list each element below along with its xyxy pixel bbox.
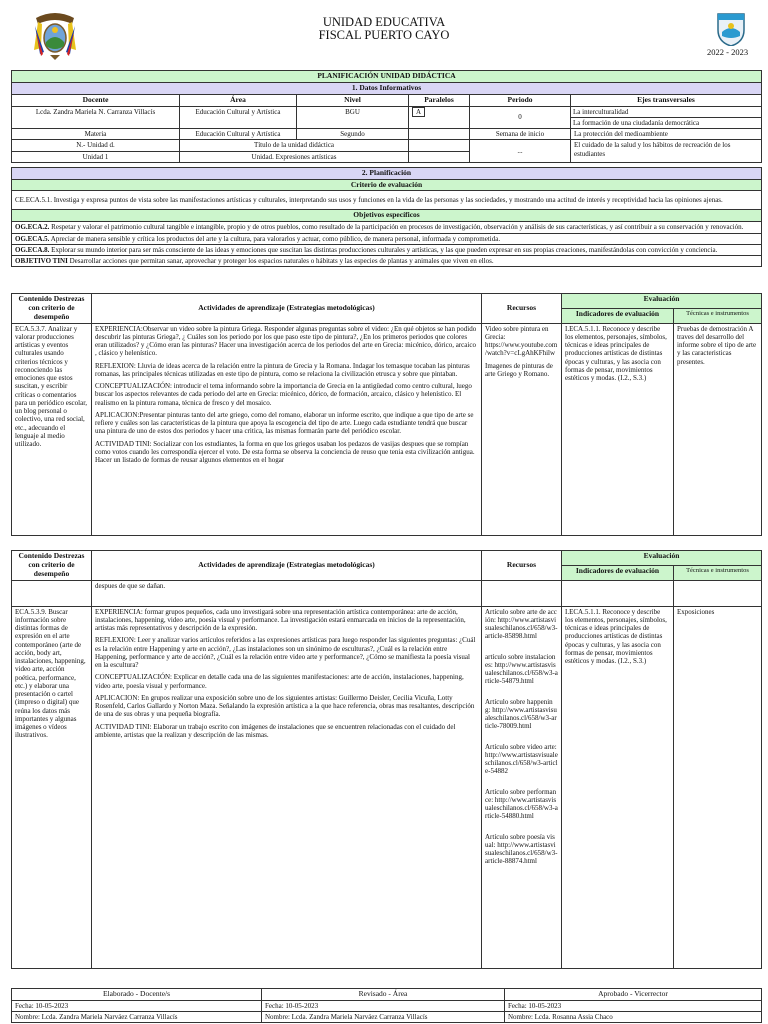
col-paralelos: Paralelos <box>409 94 470 106</box>
section-datos: 1. Datos Informativos <box>12 82 762 94</box>
activity-conceptualizacion: CONCEPTUALIZACIÓN: introducir el tema informando sobre la importancia de Grecia en la antigüedad como centro cultural, luego buscar los aspectos relevantes de cada periodo del arte en Grecia: micénico, dórico, de formación, arcaico, clásico y helenístico. El realismo en la pintura romana, técnica de fresco y del mosaico. <box>95 382 472 407</box>
objetivos-heading: Objetivos específicos <box>12 210 762 222</box>
activity-tini: ACTIVIDAD TINI: Socializar con los estudiantes, la forma en que los griegos usaban los pedazos de vasijas despues que se rompían como votos cuando les correspondía ejercer el voto. De esta forma se observa la conciencia de reuso que tenia esta civilización antigua. Hacer un listado de formas de reusar algunos elementos en el hogar <box>95 439 475 465</box>
school-name-line2: FISCAL PUERTO CAYO <box>318 28 450 42</box>
docente-value: Lcda. Zandra Mariela N. Carranza Villacís <box>12 106 180 129</box>
activities-table-page1 <box>11 293 762 536</box>
activity-reflexion: REFLEXION: Lluvia de ideas acerca de la relación entre la pintura de Grecia y la Romana. Indagar los temasque tocaban las pinturas romanas, las principales técnicas utilizadas en este tipo de pintura, como se relaciona la civilización etrusca y sobre que pintaban. <box>95 361 470 378</box>
col-recursos: Recursos <box>482 294 562 324</box>
col-actividades: Actividades de aprendizaje (Estrategias metodológicas) <box>92 551 482 581</box>
activity-experiencia: EXPERIENCIA:Observar un video sobre la pintura Griega. Responder algunas preguntas sobre el video: ¿En qué objetos se han podido descubrir las pinturas Griega?, ¿ Cuáles son los periodo por los que paso este tipo de pintura?, ¿En los primeros periodos que colores eran utilizados? y ¿Cómo eran las pinturas? Hacer una investigación acerca de los periodos del arte en Grecia: micénico, dórico, arcaico , clásico y helenístico. <box>95 324 477 358</box>
eje-item: La formación de una ciudadanía democrática <box>573 118 700 127</box>
objetivo-og8: OG.ECA.8. Explorar su mundo interior para ser más consciente de las ideas y emociones que suscitan las distintas producciones culturales y artísticas, y las que pueden expresar en sus propias creaciones, manifestándolas con convicción y conciencia. <box>12 244 762 255</box>
nivel-value: BGU <box>297 106 409 129</box>
recurso-item: Artículo sobre video arte: http://www.artistasvisualeschilanos.cl/658/w3-article-54882 <box>485 742 558 776</box>
recurso-item: Video sobre pintura en Grecia: https://www.youtube.com/watch?v=cLgAhKFhilw <box>485 324 558 358</box>
grado-value: Segundo <box>297 129 409 140</box>
col-nivel: Nivel <box>297 94 409 106</box>
actividades-cell <box>92 323 482 535</box>
objetivo-og5: OG.ECA.5. Apreciar de manera sensible y crítica los productos del arte y la cultura, para valorarlos y actuar, como público, de manera personal, informada y comprometida. <box>12 233 762 244</box>
col-indicadores: Indicadores de evaluación <box>562 308 674 323</box>
activities-table-page2 <box>11 550 762 969</box>
recurso-item: Artículo sobre arte de acción: http://www.artistasvisualeschilanos.cl/658/w3-article-85898.html <box>485 607 558 641</box>
destreza-cell: ECA.5.3.7. Analizar y valorar producciones artísticas y eventos culturales usando criterios técnicos y reconociendo las emociones que estos suscitan, y escribir críticas o comentarios para un periódico escolar, un blog personal o colectivo, una red social, etc., adecuando el lenguaje al medio utilizado. <box>12 323 92 535</box>
col-tecnicas: Técnicas e instrumentos <box>674 308 762 323</box>
col-evaluacion: Evaluación <box>562 294 762 309</box>
col-tecnicas: Técnicas e instrumentos <box>674 565 762 580</box>
criterio-text: CE.ECA.5.1. Investiga y expresa puntos de vista sobre las manifestaciones artísticas y culturales, interpretando sus usos y funciones en la vida de las personas y las sociedades, y mostrando una actitud de interés y receptividad hacia las opiniones ajenas. <box>12 191 762 210</box>
materia-value: Educación Cultural y Artística <box>180 129 297 140</box>
activity-reflexion: REFLEXION: Leer y analizar varios artículos referidos a las expresiones artísticas para luego responder las siguientes preguntas: ¿Cuál es la relación entre Happening y arte en acción?, ¿Las instalaciones son un sinónimo de esculturas?, ¿Cuál es la relación entre Happening, performance y arte de acción?, ¿Cuál es la relación entre video arte y performance?, ¿Cómo se manifiesta la poesía visual en la escultura? <box>95 636 476 670</box>
fecha-elaborado: Fecha: 10-05-2023 <box>12 1000 262 1011</box>
unidad-titulo-value: Unidad. Expresiones artísticas <box>180 151 409 162</box>
eje-item: La protección del medioambiente <box>571 129 762 140</box>
col-recursos: Recursos <box>482 551 562 581</box>
recursos-cell <box>482 323 562 535</box>
section-planificacion: 2. Planificación <box>12 167 762 179</box>
destreza-cell: ECA.5.3.9. Buscar información sobre distintas formas de expresión en el arte contemporáneo (arte de acción, body art, instalaciones, happening, video arte, acción poética, performance, etc.) y elaborar una presentación o cartel (impreso o digital) que reúna los datos más importantes y algunas imágenes o vídeos ilustrativos. <box>12 606 92 968</box>
col-docente: Docente <box>12 94 180 106</box>
col-area: Área <box>180 94 297 106</box>
objetivo-og2: OG.ECA.2. Respetar y valorar el patrimonio cultural tangible e intangible, propio y de otros pueblos, como resultado de la participación en procesos de investigación, observación y análisis de sus características, y así contribuir a su conservación y renovación. <box>12 222 762 233</box>
col-periodo: Periodo <box>470 94 571 106</box>
col-evaluacion: Evaluación <box>562 551 762 566</box>
ejes-list <box>571 106 762 129</box>
recursos-cell <box>482 606 562 968</box>
school-year: 2022 - 2023 <box>707 47 749 57</box>
planning-table-page1 <box>11 70 762 267</box>
col-destrezas: Contenido Destrezas con criterio de desempeño <box>12 294 92 324</box>
recurso-item: artículo sobre instalaciones: http://www.artistasvisualeschilanos.cl/658/w3-article-54879.html <box>485 652 558 686</box>
activity-conceptualizacion: CONCEPTUALIZACIÓN: Explicar en detalle cada una de las siguientes manifestaciones: arte de acción, instalaciones, happening, video arte, poesía visual y performance. <box>95 673 464 690</box>
recurso-item: Artículo sobre happening: http://www.artistasvisualeschilanos.cl/658/w3-article-78009.html <box>485 697 557 731</box>
elaborado-heading: Elaborado - Docente/s <box>12 989 262 1001</box>
col-destrezas: Contenido Destrezas con criterio de desempeño <box>12 551 92 581</box>
school-shield-logo <box>716 10 746 46</box>
titulo-unidad-label: Título de la unidad didáctica <box>180 140 409 151</box>
nombre-elaborado: Nombre: Lcda. Zandra Mariela Narváez Carranza Villacís <box>12 1012 262 1023</box>
tecnica-cell: Pruebas de demostración A traves del desarrollo del informe sobre el tipo de arte y las caracteristicas presentes. <box>674 323 762 535</box>
nombre-aprobado: Nombre: Lcda. Rosanna Assia Chaco <box>505 1012 762 1023</box>
school-name: UNIDAD EDUCATIVA <box>322 15 446 29</box>
aprobado-heading: Aprobado - Vicerrector <box>505 989 762 1001</box>
eje-item: La interculturalidad <box>571 107 761 118</box>
recurso-item: Imagenes de pinturas de arte Griego y Romano. <box>485 361 553 378</box>
unidad-numero-label: N.- Unidad d. <box>12 140 180 151</box>
fecha-revisado: Fecha: 10-05-2023 <box>262 1000 505 1011</box>
nombre-revisado: Nombre: Lcda. Zandra Mariela Narváez Carranza Villacís <box>262 1012 505 1023</box>
signature-table <box>11 988 762 1023</box>
indicador-cell: I.ECA.5.1.1. Reconoce y describe los elementos, personajes, símbolos, técnicas e ideas principales de producciones artísticas de distintas épocas y culturas, y las asocia con formas de pensar, movimientos estéticos y modas. (I.2., S.3.) <box>562 323 674 535</box>
fecha-aprobado: Fecha: 10-05-2023 <box>505 1000 762 1011</box>
criterio-heading: Criterio de evaluación <box>12 179 762 191</box>
activity-aplicacion: APLICACION:Presentar pinturas tanto del arte griego, como del romano, elaborar un informe escrito, que indique a que tipo de arte se refiere y cuáles son las características de la pintura que apoya la escogencia del tipo de arte. Luego cada estudiante tendrá que buscar una pintura de uno de estos dos periodos y hacer una critica, las mismas formarán parte del periódico escolar. <box>95 410 474 436</box>
recurso-item: Artículo sobre poesía visual: http://www.artistasvisualeschilanos.cl/658/w3-article-88874.html <box>485 832 558 866</box>
unidad-value: Unidad 1 <box>12 151 180 162</box>
objetivo-tini: OBJETIVO TINI Desarrollar acciones que permitan sanar, aprovechar y proteger los espacios naturales o hábitats y las especies de plantas y animales que viven en ellos. <box>12 256 762 267</box>
tecnica-cell: Exposiciones <box>674 606 762 968</box>
page-title: PLANIFICACIÓN UNIDAD DIDÁCTICA <box>12 71 762 83</box>
continuation-text: despues de que se dañan. <box>92 580 482 606</box>
paralelo-value: A <box>409 106 470 129</box>
activity-experiencia: EXPERIENCIA: formar grupos pequeños, cada uno investigará sobre una representación artística contemporánea: arte de acción, instalaciones, happening, video arte, poesía visual y performance. La investigación estará enmarcada en inicios de la representación, artistas más representativos y descripción de la expresión. <box>95 607 466 633</box>
semana-value: ... <box>470 140 571 163</box>
eje-item: El cuidado de la salud y los hábitos de recreación de los estudiantes <box>571 140 762 163</box>
revisado-heading: Revisado - Área <box>262 989 505 1001</box>
indicador-cell: I.ECA.5.1.1. Reconoce y describe los elementos, personajes, símbolos, técnicas e ideas principales de producciones artísticas de distintas épocas y culturas, y las asocia con formas de pensar, movimientos estéticos y modas. (I.2., S.3.) <box>562 606 674 968</box>
actividades-cell <box>92 606 482 968</box>
activity-tini: ACTIVIDAD TINI: Elaborar un trabajo escrito con imágenes de instalaciones que se encuentren relacionadas con el cuidado del ambiente, artistas que la realizan y descripción de las mismas. <box>95 722 456 739</box>
semana-label: Semana de inicio <box>470 129 571 140</box>
periodo-value: 0 <box>470 106 571 129</box>
materia-label: Materia <box>12 129 180 140</box>
col-indicadores: Indicadores de evaluación <box>562 565 674 580</box>
area-value: Educación Cultural y Artística <box>180 106 297 129</box>
recurso-item: Artículo sobre performance: http://www.artistasvisualeschilanos.cl/658/w3-article-54880.html <box>485 787 558 821</box>
col-ejes: Ejes transversales <box>571 94 762 106</box>
ecuador-coat-of-arms-logo <box>32 10 78 60</box>
col-actividades: Actividades de aprendizaje (Estrategias metodológicas) <box>92 294 482 324</box>
activity-aplicacion: APLICACION: En grupos realizar una exposición sobre uno de los siguientes artistas: Guillermo Deisler, Cecilia Vicuña, Lotty Rosenfeld, Carlos Gallardo y Norton Maza. Señalando la expresión artística a la que hace referencia, obras mas resaltantes, descripción de una de sus obras y una pequeña biografía. <box>95 693 475 719</box>
